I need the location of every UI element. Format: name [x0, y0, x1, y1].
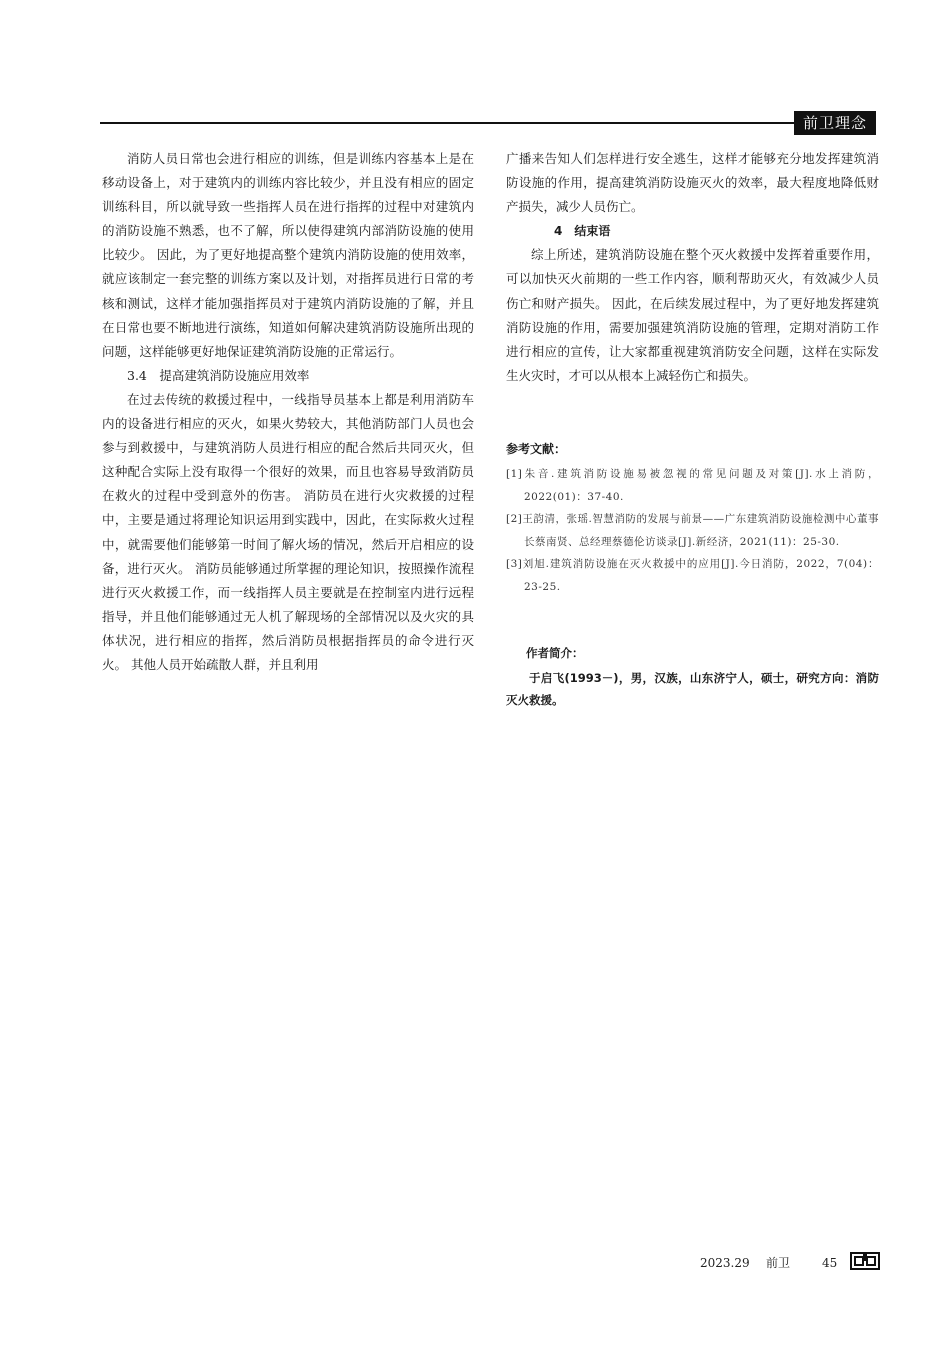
- body-paragraph: 在过去传统的救援过程中，一线指导员基本上都是利用消防车内的设备进行相应的灭火，如果火势较大，其他消防部门人员也会参与到救援中，与建筑消防人员进行相应的配合然后共同灭火，但这种配合实际上没有取得一个很好的效果，而且也容易导致消防员在救火的过程中受到意外的伤害。 消防员在进行火灾救援的过程中，主要是通过将理论知识运用到实践中，因此，在实际救火过程中，就需要他们能够第一时间了解火场的情况，然后开启相应的设备，进行灭火。 消防员能够通过所掌握的理论知识，按照操作流程进行灭火救援工作，而一线指挥人员主要就是在控制室内进行远程指导，并且他们能够通过无人机了解现场的全部情况以及火灾的具体状况，进行相应的指挥，然后消防员根据指挥员的命令进行灭火。 其他人员开始疏散人群，并且利用: [102, 391, 474, 672]
- references-list: [506, 463, 879, 598]
- body-paragraph: 消防人员日常也会进行相应的训练，但是训练内容基本上是在移动设备上，对于建筑内的训练内容比较少，并且没有相应的固定训练科目，所以就导致一些指挥人员在进行指挥的过程中对建筑内的消防设施不熟悉，也不了解，所以使得建筑内部消防设施的使用比较少。 因此，为了更好地提高整个建筑内消防设施的使用效率，就应该制定一套完整的训练方案以及计划，对指挥员进行日常的考核和测试，这样才能加强指挥员对于建筑内消防设施的了解，并且在日常也要不断地进行演练，知道如何解决建筑消防设施所出现的问题，这样能够更好地保证建筑消防设施的正常运行。: [102, 151, 474, 359]
- journal-logo-icon: [850, 1252, 880, 1270]
- right-column: [506, 147, 879, 388]
- reference-item: [3]刘旭.建筑消防设施在灭火救援中的应用[J].今日消防，2022，7(04)：23-25.: [506, 558, 879, 593]
- reference-item: [1]朱音.建筑消防设施易被忽视的常见问题及对策[J].水上消防，2022(01)：37-40.: [506, 468, 879, 503]
- body-paragraph: 广播来告知人们怎样进行安全逃生，这样才能够充分地发挥建筑消防设施的作用，提高建筑消防设施灭火的效率，最大程度地降低财产损失，减少人员伤亡。: [506, 151, 879, 215]
- body-paragraph: 综上所述，建筑消防设施在整个灭火救援中发挥着重要作用，可以加快灭火前期的一些工作内容，顺利帮助灭火，有效减少人员伤亡和财产损失。 因此，在后续发展过程中，为了更好地发挥建筑消防设施的作用，需要加强建筑消防设施的管理，定期对消防工作进行相应的宣传，让大家都重视建筑消防安全问题，这样在实际发生火灾时，才可以从根本上减轻伤亡和损失。: [506, 247, 879, 383]
- subsection-heading: 3.4 提高建筑消防设施应用效率: [127, 367, 310, 383]
- footer-journal: 前卫: [766, 1256, 791, 1270]
- footer-issue: 2023.29: [700, 1256, 750, 1270]
- section-heading: 4 结束语: [554, 224, 611, 239]
- header-rule: [100, 122, 794, 124]
- column-label: 前卫理念: [794, 111, 876, 135]
- left-column: [102, 147, 474, 677]
- reference-item: [2]王韵清，张瑶.智慧消防的发展与前景——广东建筑消防设施检测中心董事长蔡南贤、总经理蔡德伦访谈录[J].新经济，2021(11)：25-30.: [506, 513, 879, 548]
- author-bio: 于启飞(1993－)，男，汉族，山东济宁人，硕士，研究方向：消防灭火救援。: [506, 671, 879, 707]
- references-title: 参考文献：: [506, 442, 567, 456]
- page-number: 45: [822, 1256, 838, 1270]
- author-title: 作者简介：: [526, 646, 584, 660]
